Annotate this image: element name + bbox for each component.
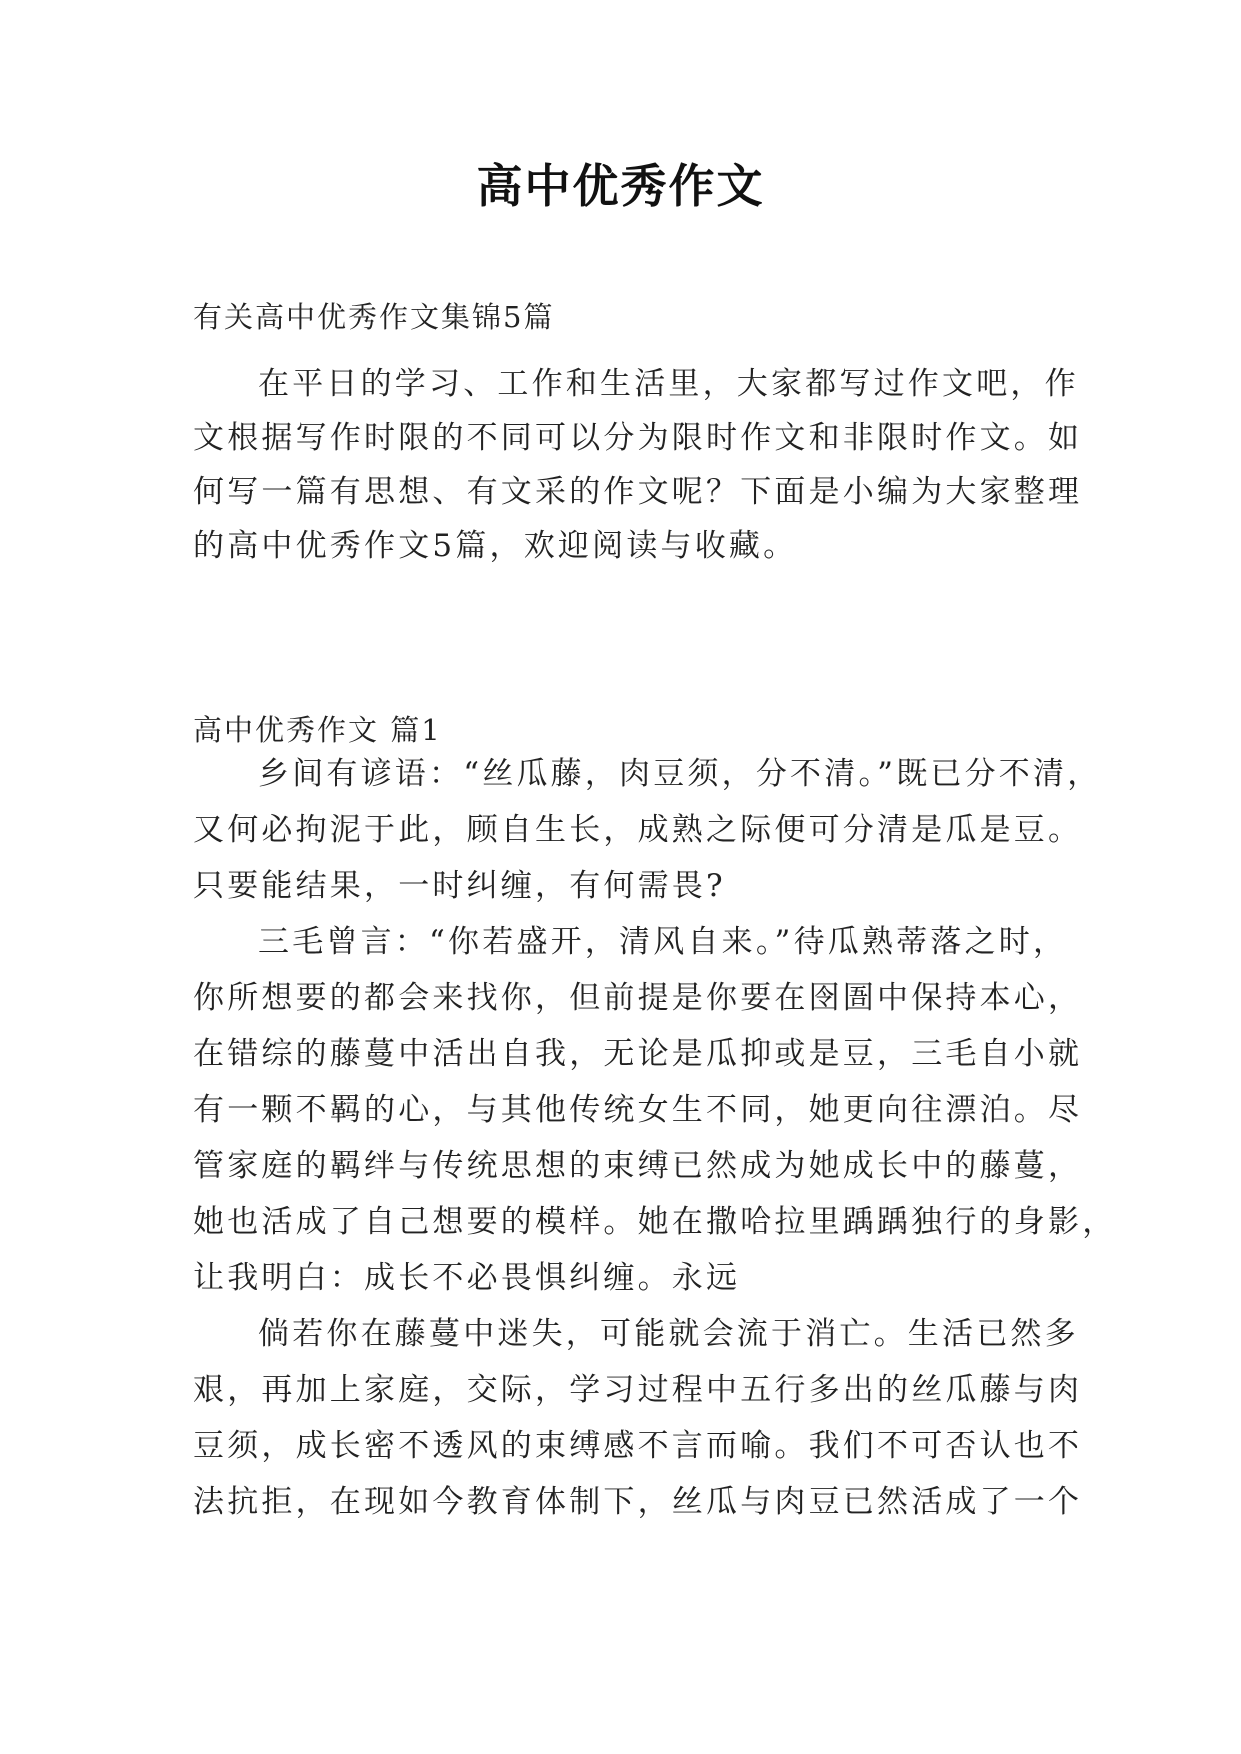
section-heading: 高中优秀作文 篇1 <box>193 713 442 747</box>
body-line: 艰，再加上家庭，交际，学习过程中五行多出的丝瓜藤与肉 <box>193 1372 1083 1408</box>
intro-line: 何写一篇有思想、有文采的作文呢？下面是小编为大家整理 <box>193 474 1083 510</box>
document-title: 高中优秀作文 <box>476 159 765 213</box>
body-line: 有一颗不羁的心，与其他传统女生不同，她更向往漂泊。尽 <box>193 1092 1083 1128</box>
body-line: 在错综的藤蔓中活出自我，无论是瓜抑或是豆，三毛自小就 <box>193 1036 1083 1072</box>
body-line: 让我明白：成长不必畏惧纠缠。永远 <box>193 1260 741 1296</box>
body-line: 法抗拒，在现如今教育体制下，丝瓜与肉豆已然活成了一个 <box>193 1484 1083 1520</box>
body-line: 管家庭的羁绊与传统思想的束缚已然成为她成长中的藤蔓， <box>193 1148 1083 1184</box>
body-line: 豆须，成长密不透风的束缚感不言而喻。我们不可否认也不 <box>193 1428 1083 1464</box>
intro-line: 文根据写作时限的不同可以分为限时作文和非限时作文。如 <box>193 420 1083 456</box>
intro-line: 的高中优秀作文5篇，欢迎阅读与收藏。 <box>193 528 798 564</box>
body-line: 她也活成了自己想要的模样。她在撒哈拉里踽踽独行的身影， <box>193 1204 1117 1240</box>
body-line: 三毛曾言：“你若盛开，清风自来。”待瓜熟蒂落之时， <box>258 924 1068 960</box>
body-line: 只要能结果，一时纠缠，有何需畏? <box>193 868 726 904</box>
body-line: 又何必拘泥于此，顾自生长，成熟之际便可分清是瓜是豆。 <box>193 812 1083 848</box>
document-subtitle: 有关高中优秀作文集锦5篇 <box>193 300 555 334</box>
body-line: 倘若你在藤蔓中迷失，可能就会流于消亡。生活已然多 <box>258 1316 1079 1352</box>
body-line: 你所想要的都会来找你，但前提是你要在囹圄中保持本心， <box>193 980 1083 1016</box>
intro-line: 在平日的学习、工作和生活里，大家都写过作文吧，作 <box>258 366 1079 402</box>
body-line: 乡间有谚语：“丝瓜藤，肉豆须，分不清。”既已分不清， <box>258 756 1102 792</box>
